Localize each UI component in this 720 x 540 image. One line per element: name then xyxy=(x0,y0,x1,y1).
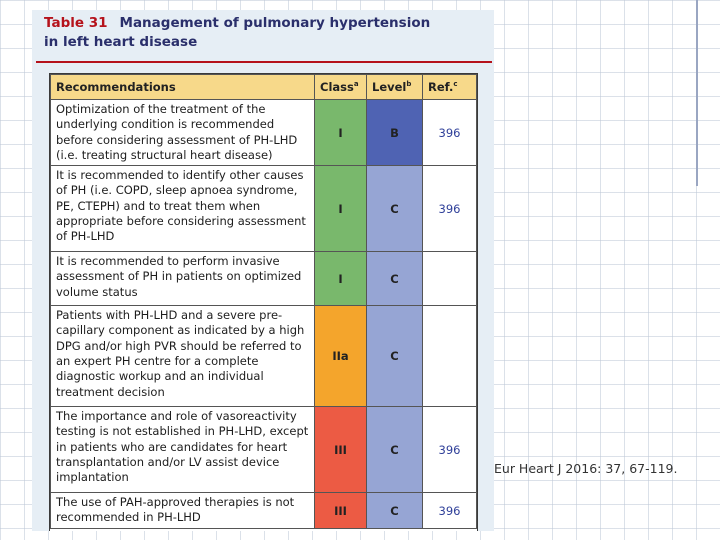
citation: Eur Heart J 2016: 37, 67-119. xyxy=(494,461,678,476)
table-row xyxy=(51,166,477,252)
row-recommendation: The importance and role of vasoreactivity testing is not established in PH-LHD, except in patients who are candidates for heart transplantation and/or LV assist device implantation xyxy=(51,407,315,493)
row-ref xyxy=(423,306,477,407)
row-level: C xyxy=(367,493,423,529)
row-class: I xyxy=(315,166,367,252)
table-title-line2: in left heart disease xyxy=(44,34,198,50)
row-recommendation: The use of PAH-approved therapies is not recommended in PH-LHD xyxy=(51,493,315,529)
recommendations-table xyxy=(49,73,478,531)
table-header-row xyxy=(51,75,477,100)
row-ref: 396 xyxy=(423,100,477,166)
table-number: Table 31 xyxy=(44,15,108,31)
slide-divider-line xyxy=(696,0,698,186)
table-row xyxy=(51,252,477,306)
header-ref: Ref.$^c$ xyxy=(423,75,477,100)
table-title-line1: Management of pulmonary hypertension xyxy=(119,15,431,31)
table-row xyxy=(51,407,477,493)
row-class: III xyxy=(315,407,367,493)
header-class: Class$^a$ xyxy=(315,75,367,100)
row-level: B xyxy=(367,100,423,166)
row-class: III xyxy=(315,493,367,529)
row-ref: 396 xyxy=(423,493,477,529)
row-class: I xyxy=(315,252,367,306)
row-class: I xyxy=(315,100,367,166)
table-row xyxy=(51,100,477,166)
row-recommendation: It is recommended to identify other causes of PH (i.e. COPD, sleep apnoea syndrome, PE, CTEPH) and to treat them when appropriate before considering assessment of PH-LHD xyxy=(51,166,315,252)
table-panel xyxy=(32,10,494,531)
row-recommendation: It is recommended to perform invasive assessment of PH in patients on optimized volume status xyxy=(51,252,315,306)
row-class: IIa xyxy=(315,306,367,407)
row-recommendation: Patients with PH-LHD and a severe pre-capillary component as indicated by a high DPG and/or high PVR should be referred to an expert PH centre for a complete diagnostic workup and an individual treatment decision xyxy=(51,306,315,407)
table-row xyxy=(51,493,477,529)
title-rule xyxy=(36,61,492,63)
table-row xyxy=(51,306,477,407)
row-level: C xyxy=(367,306,423,407)
row-level: C xyxy=(367,252,423,306)
row-ref: 396 xyxy=(423,407,477,493)
header-level: Level$^b$ xyxy=(367,75,423,100)
header-recommendations: Recommendations xyxy=(51,75,315,100)
row-level: C xyxy=(367,407,423,493)
row-ref xyxy=(423,252,477,306)
table-title xyxy=(44,14,484,52)
row-recommendation: Optimization of the treatment of the underlying condition is recommended before considering assessment of PH-LHD (i.e. treating structural heart disease) xyxy=(51,100,315,166)
row-ref: 396 xyxy=(423,166,477,252)
row-level: C xyxy=(367,166,423,252)
